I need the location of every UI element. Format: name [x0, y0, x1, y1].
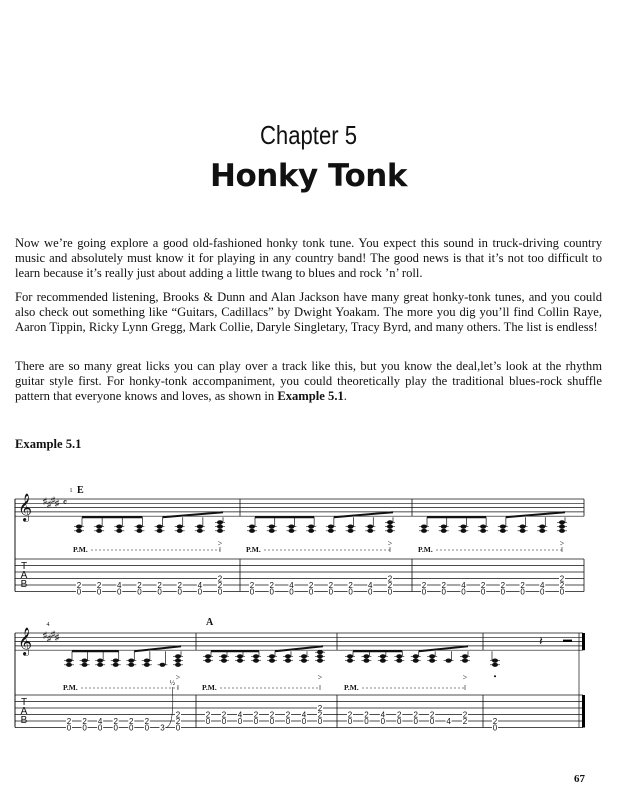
example-reference: Example 5.1	[277, 389, 344, 403]
tab-clef-letter: A	[20, 570, 28, 581]
slide-curve	[165, 687, 172, 728]
tab-fret-number: 0	[429, 717, 435, 726]
tab-fret-number: 0	[117, 587, 122, 597]
tab-fret-number: 2	[413, 710, 418, 720]
tab-fret-number: 2	[559, 581, 565, 590]
tab-fret-number: 2	[82, 717, 87, 726]
tab-fret-number: 0	[76, 587, 82, 597]
final-barline	[582, 633, 585, 650]
tab-fret-number: 0	[285, 717, 291, 726]
tab-fret-number: 0	[559, 587, 565, 597]
page-number: 67	[574, 773, 585, 785]
tab-fret-number: 2	[217, 581, 223, 590]
tab-fret-number: 0	[269, 587, 274, 597]
tab-fret-number: 0	[380, 717, 386, 726]
tab-fret-number: 2	[144, 717, 150, 726]
tab-fret-number: 2	[129, 717, 134, 726]
tab-fret-number: 0	[347, 717, 353, 726]
tab-fret-number: 2	[364, 710, 369, 720]
tab-fret-number: 2	[249, 581, 255, 590]
tab-fret-number: 2	[500, 581, 506, 590]
chord-symbol: E	[77, 485, 84, 496]
tab-fret-number: 0	[301, 717, 307, 726]
tab-fret-number: 4	[368, 581, 373, 590]
tab-fret-number: 4	[540, 581, 545, 590]
tab-fret-number: 2	[205, 710, 211, 720]
chapter-heading: Chapter 5	[259, 120, 358, 150]
tab-fret-number: 2	[76, 581, 82, 590]
tab-fret-number: 0	[269, 717, 275, 726]
tab-fret-number: 0	[397, 717, 402, 726]
tab-clef-letter: A	[20, 706, 28, 717]
tab-fret-number: 0	[96, 587, 102, 597]
tab-fret-number: 2	[137, 581, 142, 590]
tab-fret-number: 0	[540, 587, 545, 597]
measure-number: 1	[69, 488, 73, 494]
sharp-icon: ♯	[42, 630, 48, 640]
tab-fret-number: 2	[559, 574, 565, 584]
tab-clef-letter: T	[20, 561, 28, 572]
chapter-title: Honky Tonk	[210, 158, 407, 194]
tab-fret-number: 2	[429, 710, 435, 720]
tab-fret-number: 0	[197, 587, 203, 597]
paragraph-rhythm-end: .	[343, 389, 347, 403]
tab-fret-number: 2	[308, 581, 314, 590]
sharp-icon: ♯	[50, 495, 56, 505]
sharp-icon: ♯	[54, 498, 60, 508]
tab-fret-number: 2	[175, 717, 181, 726]
tab-fret-number: 0	[441, 587, 446, 597]
tab-fret-number: 2	[421, 581, 427, 590]
paragraph-intro: Now we’re going explore a good old-fashioned honky tonk tune. You expect this sound in truck-driving country music and absolutely must know it for playing in any country band! The good news is that it’s not too difficult to learn because it’s really just about adding a little twang to blues and rock ’n’ roll.	[15, 236, 602, 280]
tab-fret-number: 0	[217, 587, 223, 597]
tab-fret-number: 4	[197, 581, 203, 590]
tab-fret-number: 0	[500, 587, 506, 597]
paragraph-rhythm-text: There are so many great licks you can play over a track like this, but you know the deal,let’s look at the rhythm guitar style first. For honky-tonk accompaniment, you could theoretically play the traditional blues-rock shuffle pattern that everyone knows and loves, as shown in	[15, 359, 602, 403]
tab-fret-number: 4	[237, 710, 243, 720]
tab-fret-number: 2	[387, 574, 393, 584]
tab-fret-number: 2	[387, 581, 393, 590]
tab-fret-number: 2	[221, 710, 227, 720]
tab-fret-number: 0	[289, 587, 294, 597]
tab-fret-number: 2	[217, 574, 223, 584]
tab-fret-number: 2	[175, 710, 181, 720]
tab-fret-number: 2	[269, 581, 274, 590]
treble-clef-icon: 𝄞	[17, 629, 33, 655]
time-signature-icon: 𝄴	[62, 498, 68, 509]
sharp-icon: ♯	[50, 629, 56, 639]
tab-fret-number: 0	[82, 723, 87, 733]
chord-symbol: A	[206, 617, 214, 628]
tab-fret-number: 2	[285, 710, 291, 720]
tab-fret-number: 2	[520, 581, 525, 590]
tab-fret-number: 0	[97, 723, 103, 733]
tab-fret-number: 0	[368, 587, 373, 597]
tab-clef-letter: T	[20, 697, 28, 708]
tab-fret-number: 0	[328, 587, 334, 597]
sharp-icon: ♯	[42, 496, 48, 506]
tab-fret-number: 0	[421, 587, 427, 597]
tab-fret-number: 2	[462, 717, 468, 726]
treble-clef-icon: 𝄞	[17, 495, 33, 521]
tab-fret-number: 2	[441, 581, 446, 590]
slide-bend-label: ½	[169, 679, 176, 687]
tab-fret-number: 4	[380, 710, 386, 720]
accent-mark: >	[175, 673, 181, 683]
tab-fret-number: 2	[317, 704, 323, 713]
tab-fret-number: 0	[317, 717, 323, 726]
tab-fret-number: 4	[301, 710, 307, 720]
tab-clef-letter: B	[20, 715, 28, 726]
tab-fret-number: 0	[177, 587, 182, 597]
tab-fret-number: 2	[462, 710, 468, 720]
palm-mute-label: P.M.	[246, 545, 261, 554]
tab-fret-number: 0	[137, 587, 142, 597]
tab-fret-number: 0	[66, 723, 72, 733]
tab-fret-number: 2	[397, 710, 402, 720]
tab-fret-number: 2	[317, 710, 323, 720]
accent-mark: >	[462, 673, 468, 683]
tab-fret-number: 0	[308, 587, 314, 597]
tab-fret-number: 0	[387, 587, 393, 597]
tab-fret-number: 2	[480, 581, 486, 590]
measure-number: 4	[46, 622, 50, 628]
tab-fret-number: 0	[175, 723, 181, 733]
tab-fret-number: 0	[253, 717, 259, 726]
tab-fret-number: 0	[221, 717, 227, 726]
accent-mark: >	[317, 673, 323, 683]
tab-fret-number: 0	[205, 717, 211, 726]
final-tab-barline	[582, 695, 585, 728]
quarter-rest-icon: 𝄽	[539, 634, 543, 648]
tab-fret-number: 0	[129, 723, 134, 733]
example-heading: Example 5.1	[15, 437, 82, 451]
sharp-icon: ♯	[54, 632, 60, 642]
accent-mark: >	[387, 539, 393, 549]
tab-fret-number: 4	[461, 581, 466, 590]
tab-clef-letter: B	[20, 579, 28, 590]
tab-fret-number: 4	[289, 581, 294, 590]
tab-fret-number: 0	[480, 587, 486, 597]
tab-fret-number: 2	[347, 710, 353, 720]
palm-mute-label: P.M.	[344, 683, 359, 692]
tab-fret-number: 2	[269, 710, 275, 720]
tab-fret-number: 4	[97, 717, 103, 726]
tab-fret-number: 0	[492, 723, 498, 733]
tab-fret-number: 4	[446, 717, 451, 726]
accent-mark: >	[559, 539, 565, 549]
tab-fret-number: 2	[157, 581, 162, 590]
paragraph-listening: For recommended listening, Brooks & Dunn and Alan Jackson have many great honky-tonk tunes, and you could also check out something like “Guitars, Cadillacs” by Dwight Yoakam. The more you dig you’ll find Collin Raye, Aaron Tippin, Ricky Lynn Gregg, Mark Collie, Daryle Singletary, Tracy Byrd, and many others. The list is endless!	[15, 290, 602, 334]
tab-fret-number: 0	[237, 717, 243, 726]
tab-fret-number: 2	[177, 581, 182, 590]
tab-fret-number: 0	[348, 587, 353, 597]
tab-fret-number: 0	[144, 723, 150, 733]
tab-fret-number: 0	[249, 587, 255, 597]
tab-fret-number: 2	[96, 581, 102, 590]
tab-fret-number: 2	[492, 717, 498, 726]
tab-fret-number: 0	[520, 587, 525, 597]
tab-fret-number: 4	[117, 581, 122, 590]
sharp-icon: ♯	[46, 499, 52, 509]
palm-mute-label: P.M.	[202, 683, 217, 692]
staccato-dot	[494, 675, 496, 677]
tab-fret-number: 2	[66, 717, 72, 726]
tab-fret-number: 0	[157, 587, 162, 597]
tab-fret-number: 2	[328, 581, 334, 590]
tab-fret-number: 0	[461, 587, 466, 597]
tab-fret-number: 2	[253, 710, 259, 720]
palm-mute-label: P.M.	[63, 683, 78, 692]
accent-mark: >	[217, 539, 223, 549]
tab-fret-number: 3	[160, 723, 165, 733]
tab-fret-number: 0	[113, 723, 118, 733]
sharp-icon: ♯	[46, 633, 52, 643]
tab-fret-number: 2	[348, 581, 353, 590]
tab-fret-number: 2	[113, 717, 118, 726]
tab-fret-number: 0	[364, 717, 369, 726]
palm-mute-label: P.M.	[73, 545, 88, 554]
tab-fret-number: 0	[413, 717, 418, 726]
palm-mute-label: P.M.	[418, 545, 433, 554]
half-rest-icon	[563, 640, 572, 642]
